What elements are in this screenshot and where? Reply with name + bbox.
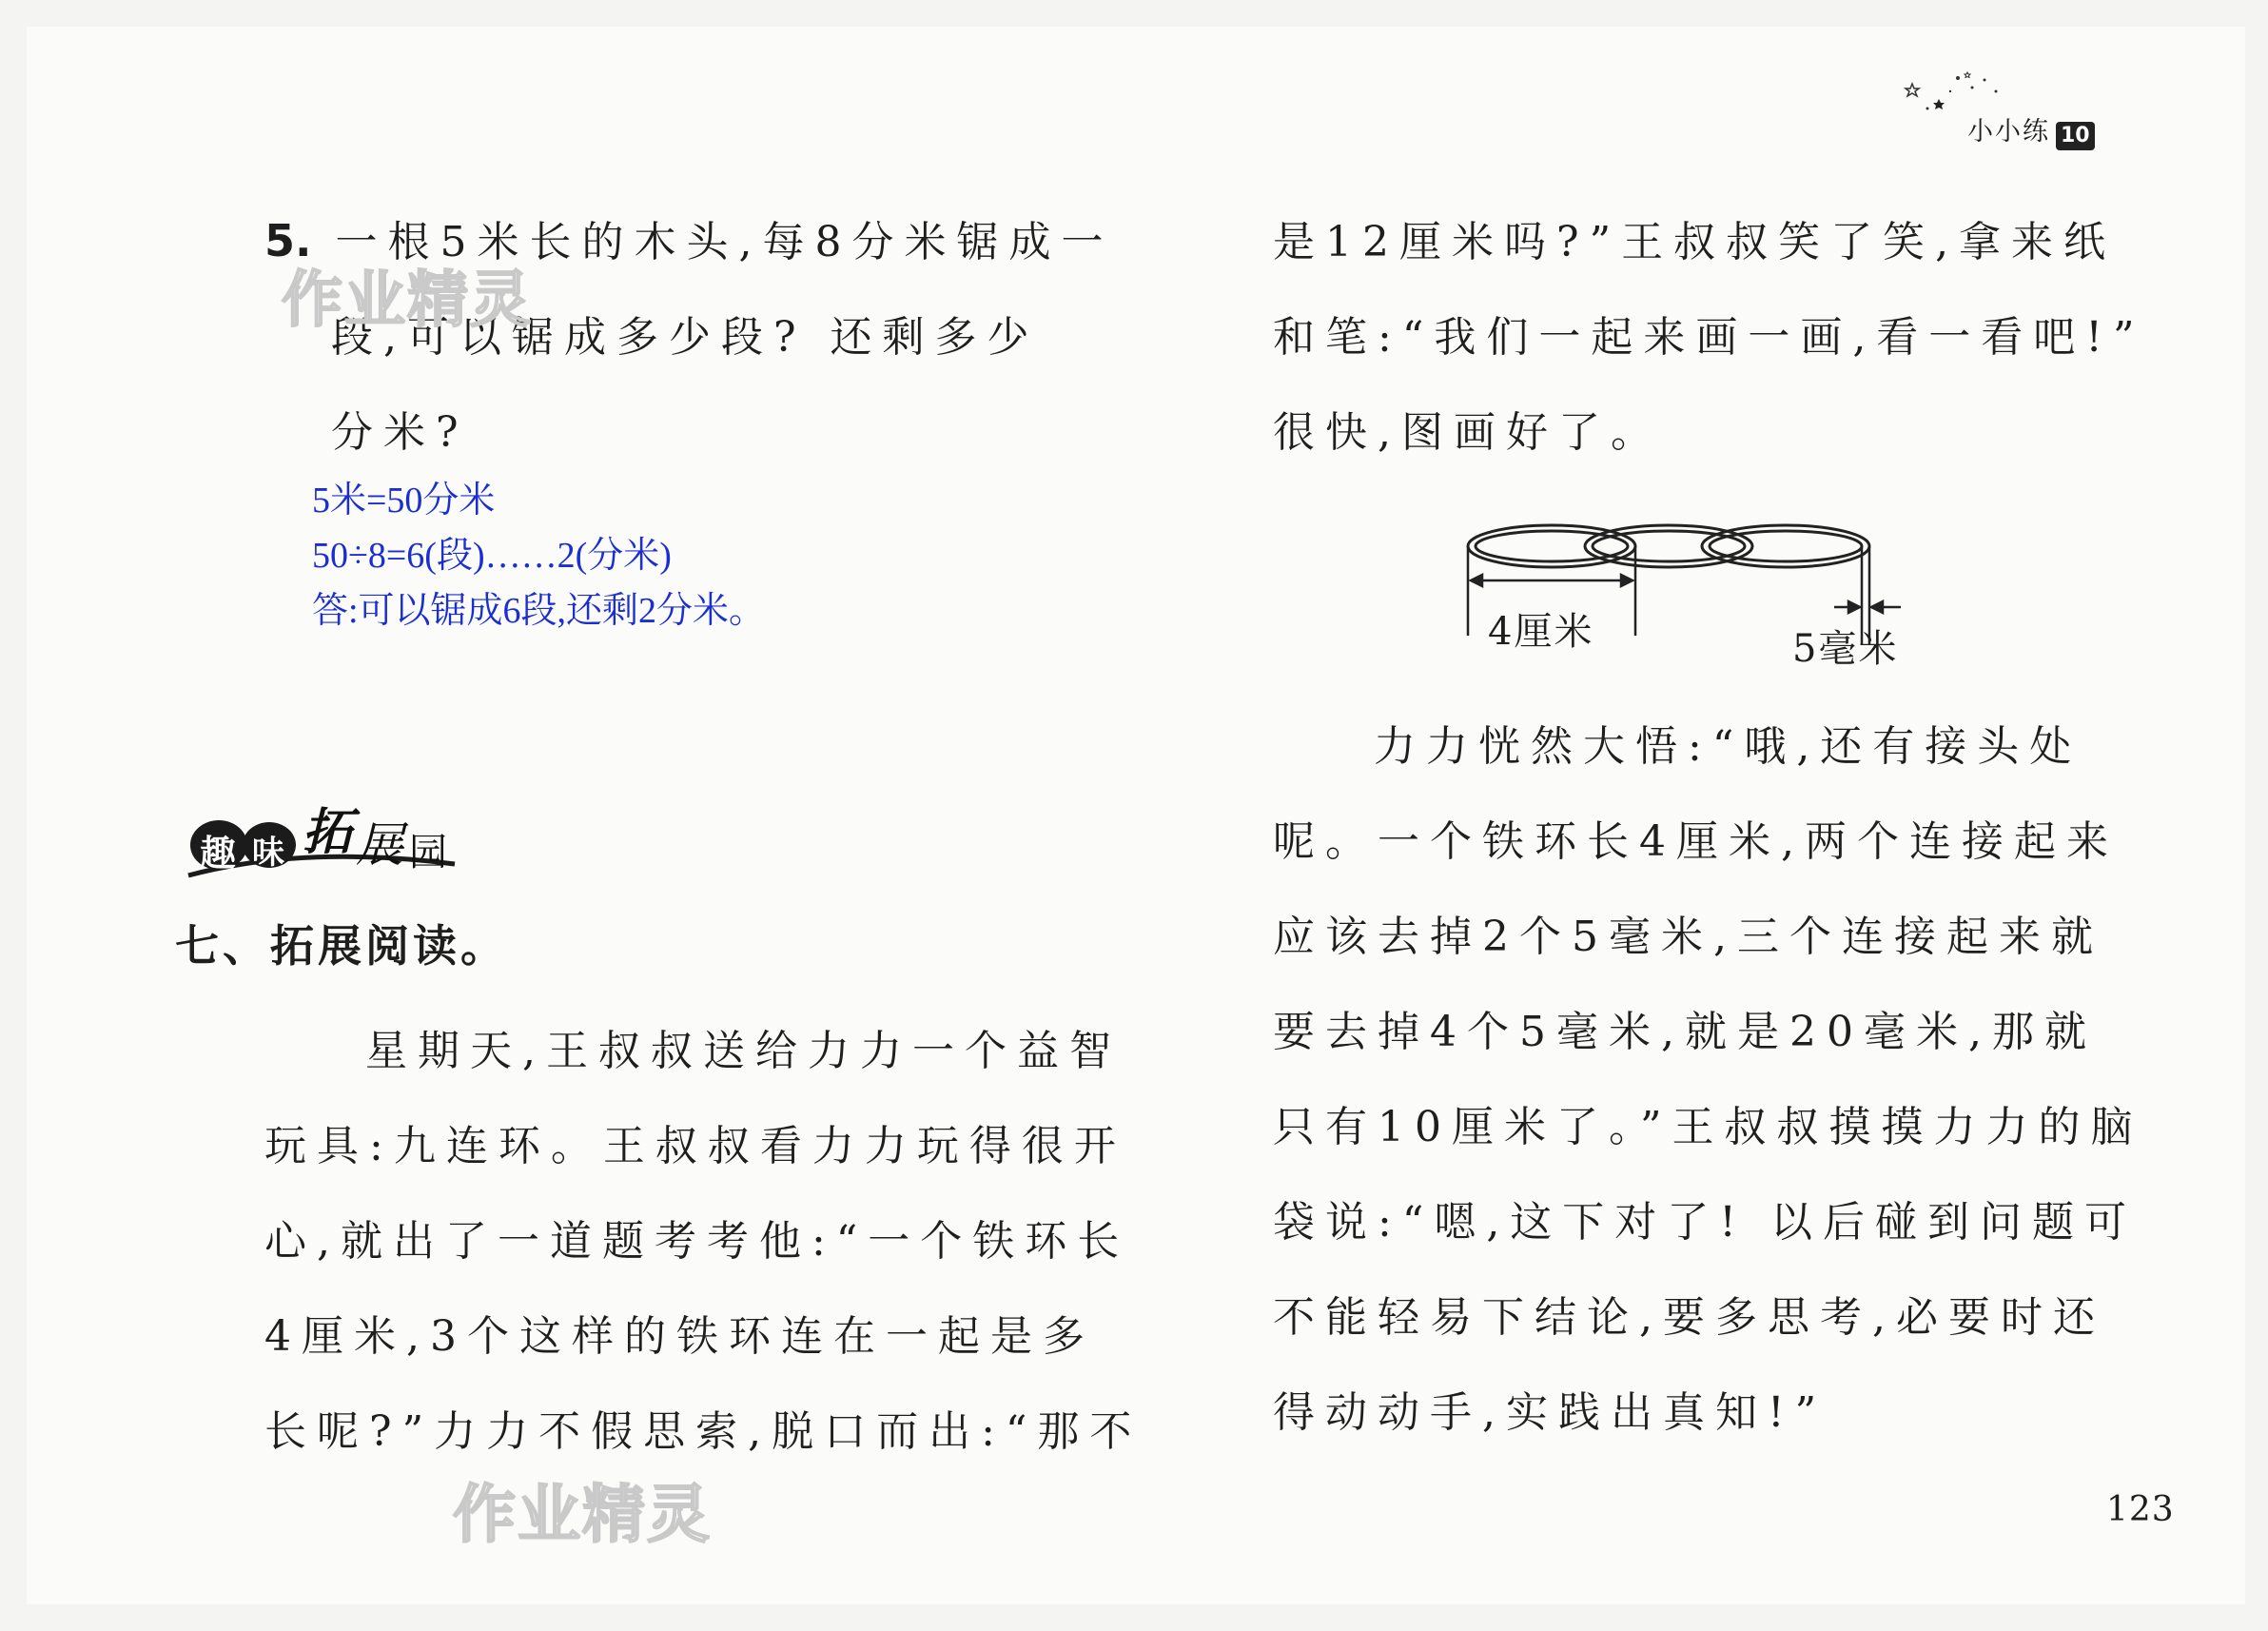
reading-right-bottom-line-1: 力力恍然大悟:“哦,还有接头处 [1374,722,2082,771]
problem-line-2: 段,可以锯成多少段? 还剩多少 [331,313,1040,362]
textbook-page [27,27,2245,1604]
reading-right-bottom-line-7: 不能轻易下结论,要多思考,必要时还 [1273,1293,2105,1342]
reading-right-top [1273,207,2148,493]
reading-right-bottom-line-5: 只有10厘米了。”王叔叔摸摸力力的脑 [1273,1103,2143,1151]
reading-right-bottom-line-8: 得动动手,实践出真知!” [1273,1388,1828,1437]
reading-right-bottom-line-3: 应该去掉2个5毫米,三个连接起来就 [1273,913,2103,961]
reading-right-bottom-line-2: 呢。一个铁环长4厘米,两个连接起来 [1273,817,2119,866]
watermark-bottom: 作业精灵 [453,1478,712,1551]
ring-length-label: 4厘米 [1488,610,1594,654]
reading-right-bottom-line-4: 要去掉4个5毫米,就是20毫米,那就 [1273,1008,2097,1056]
reading-left-line-1: 星期天,王叔叔送给力力一个益智 [365,1027,1122,1075]
answer-line-3: 答:可以锯成6段,还剩2分米。 [312,591,766,631]
lesson-badge: 10 [2056,122,2095,150]
page-number: 123 [2106,1490,2175,1529]
reading-left-column [264,1016,1159,1511]
watermark-top: 作业精灵 [282,265,533,336]
reading-right-line-3: 很快,图画好了。 [1273,408,1663,457]
banner-char-2: 味 [252,834,284,872]
reading-right-bottom [1273,712,2158,1473]
header-label: 小小练 [1967,117,2050,147]
reading-left-line-2: 玩具:九连环。王叔叔看力力玩得很开 [264,1122,1126,1170]
reading-right-line-1: 是12厘米吗?”王叔叔笑了笑,拿来纸 [1273,218,2117,266]
reading-right-line-2: 和笔:“我们一起来画一画,看一看吧!” [1273,313,2145,362]
header-label-group [1967,110,2095,150]
problem-5-text [264,207,1121,493]
reading-left-line-3: 心,就出了一道题考考他:“一个铁环长 [264,1217,1130,1266]
reading-left-line-5: 长呢?”力力不假思索,脱口而出:“那不 [264,1407,1143,1456]
problem-line-1: 一根5米长的木头,每8分米锯成一 [335,218,1114,266]
problem-number: 5. [264,215,312,266]
rings-figure [1463,493,1958,683]
answer-line-1: 5米=50分米 [312,481,496,521]
section-title: 七、拓展阅读。 [175,920,508,972]
reading-right-bottom-line-6: 袋说:“嗯,这下对了! 以后碰到问题可 [1273,1198,2137,1247]
fun-extension-banner [169,788,474,893]
handwritten-answer [312,470,978,641]
banner-char-5: 园 [409,831,447,874]
answer-line-2: 50÷8=6(段)……2(分米) [312,536,672,576]
banner-char-3: 拓 [303,804,353,861]
banner-char-1: 趣 [200,833,237,874]
problem-line-3: 分米? [331,408,469,457]
overlap-length-label: 5毫米 [1792,627,1899,671]
reading-left-line-4: 4厘米,3个这样的铁环连在一起是多 [264,1312,1095,1361]
banner-char-4: 展 [356,817,403,873]
